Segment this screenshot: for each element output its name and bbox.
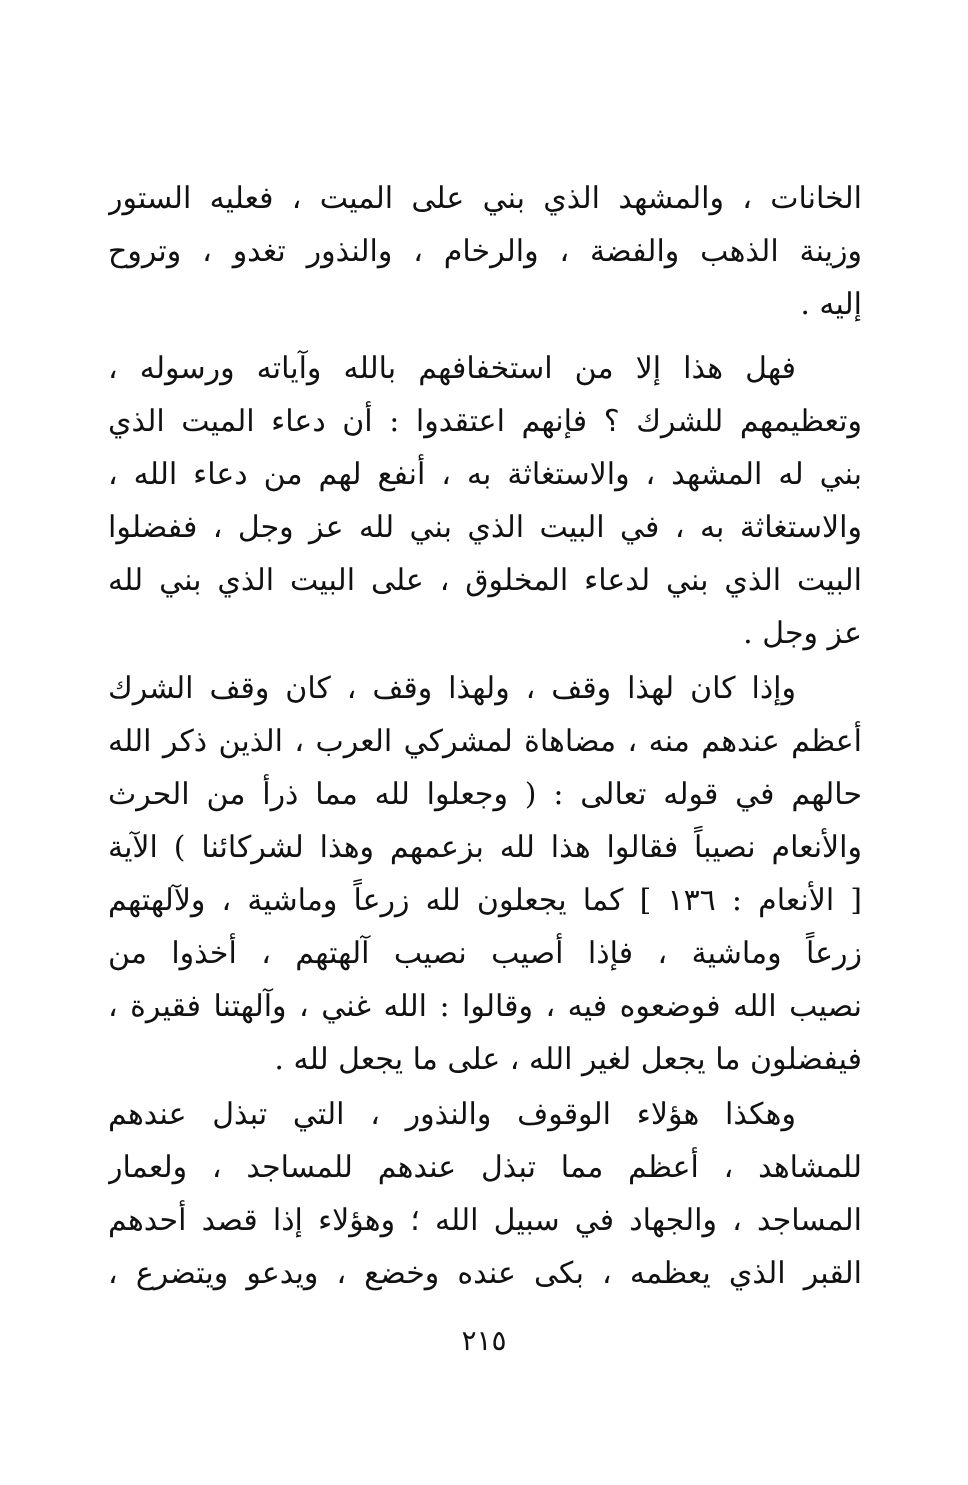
text-line: حالهم في قوله تعالى : ( وجعلوا لله مما ذرأ من الحرث	[108, 777, 862, 812]
text-line: والاستغاثة به ، في البيت الذي بني لله عز وجل ، ففضلوا	[108, 510, 862, 545]
page-number: ٢١٥	[461, 1324, 507, 1357]
text-line: عز وجل .	[743, 616, 862, 651]
text-line: فهل هذا إلا من استخفافهم بالله وآياته ورسوله ،	[108, 351, 796, 386]
text-line: للمشاهد ، أعظم مما تبذل عندهم للمساجد ، ولعمار	[108, 1150, 862, 1185]
paragraph-3	[108, 662, 862, 1086]
text-line: القبر الذي يعظمه ، بكى عنده وخضع ، ويدعو ويتضرع ،	[108, 1256, 862, 1291]
text-line: أعظم عندهم منه ، مضاهاة لمشركي العرب ، الذين ذكر الله	[108, 724, 862, 759]
paragraph-4	[108, 1088, 862, 1300]
text-line: وإذا كان لهذا وقف ، ولهذا وقف ، كان وقف الشرك	[108, 671, 796, 706]
text-line: وزينة الذهب والفضة ، والرخام ، والنذور تغدو ، وتروح	[108, 234, 862, 269]
text-line: بني له المشهد ، والاستغاثة به ، أنفع لهم من دعاء الله ،	[108, 457, 862, 492]
paragraph-1	[108, 172, 862, 331]
text-line: وتعظيمهم للشرك ؟ فإنهم اعتقدوا : أن دعاء الميت الذي	[108, 404, 862, 439]
text-line: الخانات ، والمشهد الذي بني على الميت ، فعليه الستور	[108, 181, 862, 216]
text-line: إليه .	[800, 287, 862, 322]
text-line: نصيب الله فوضعوه فيه ، وقالوا : الله غني ، وآلهتنا فقيرة ،	[108, 989, 862, 1024]
paragraph-2	[108, 342, 862, 660]
text-line: [ الأنعام : ١٣٦ ] كما يجعلون لله زرعاً وماشية ، ولآلهتهم	[108, 883, 862, 918]
text-line: زرعاً وماشية ، فإذا أصيب نصيب آلهتهم ، أخذوا من	[108, 936, 862, 971]
text-line: فيفضلون ما يجعل لغير الله ، على ما يجعل لله .	[274, 1042, 862, 1077]
text-line: والأنعام نصيباً فقالوا هذا لله بزعمهم وهذا لشركائنا ) الآية	[108, 830, 862, 865]
text-line: البيت الذي بني لدعاء المخلوق ، على البيت الذي بني لله	[108, 563, 862, 598]
text-line: المساجد ، والجهاد في سبيل الله ؛ وهؤلاء إذا قصد أحدهم	[108, 1203, 862, 1238]
text-line: وهكذا هؤلاء الوقوف والنذور ، التي تبذل عندهم	[108, 1097, 796, 1132]
